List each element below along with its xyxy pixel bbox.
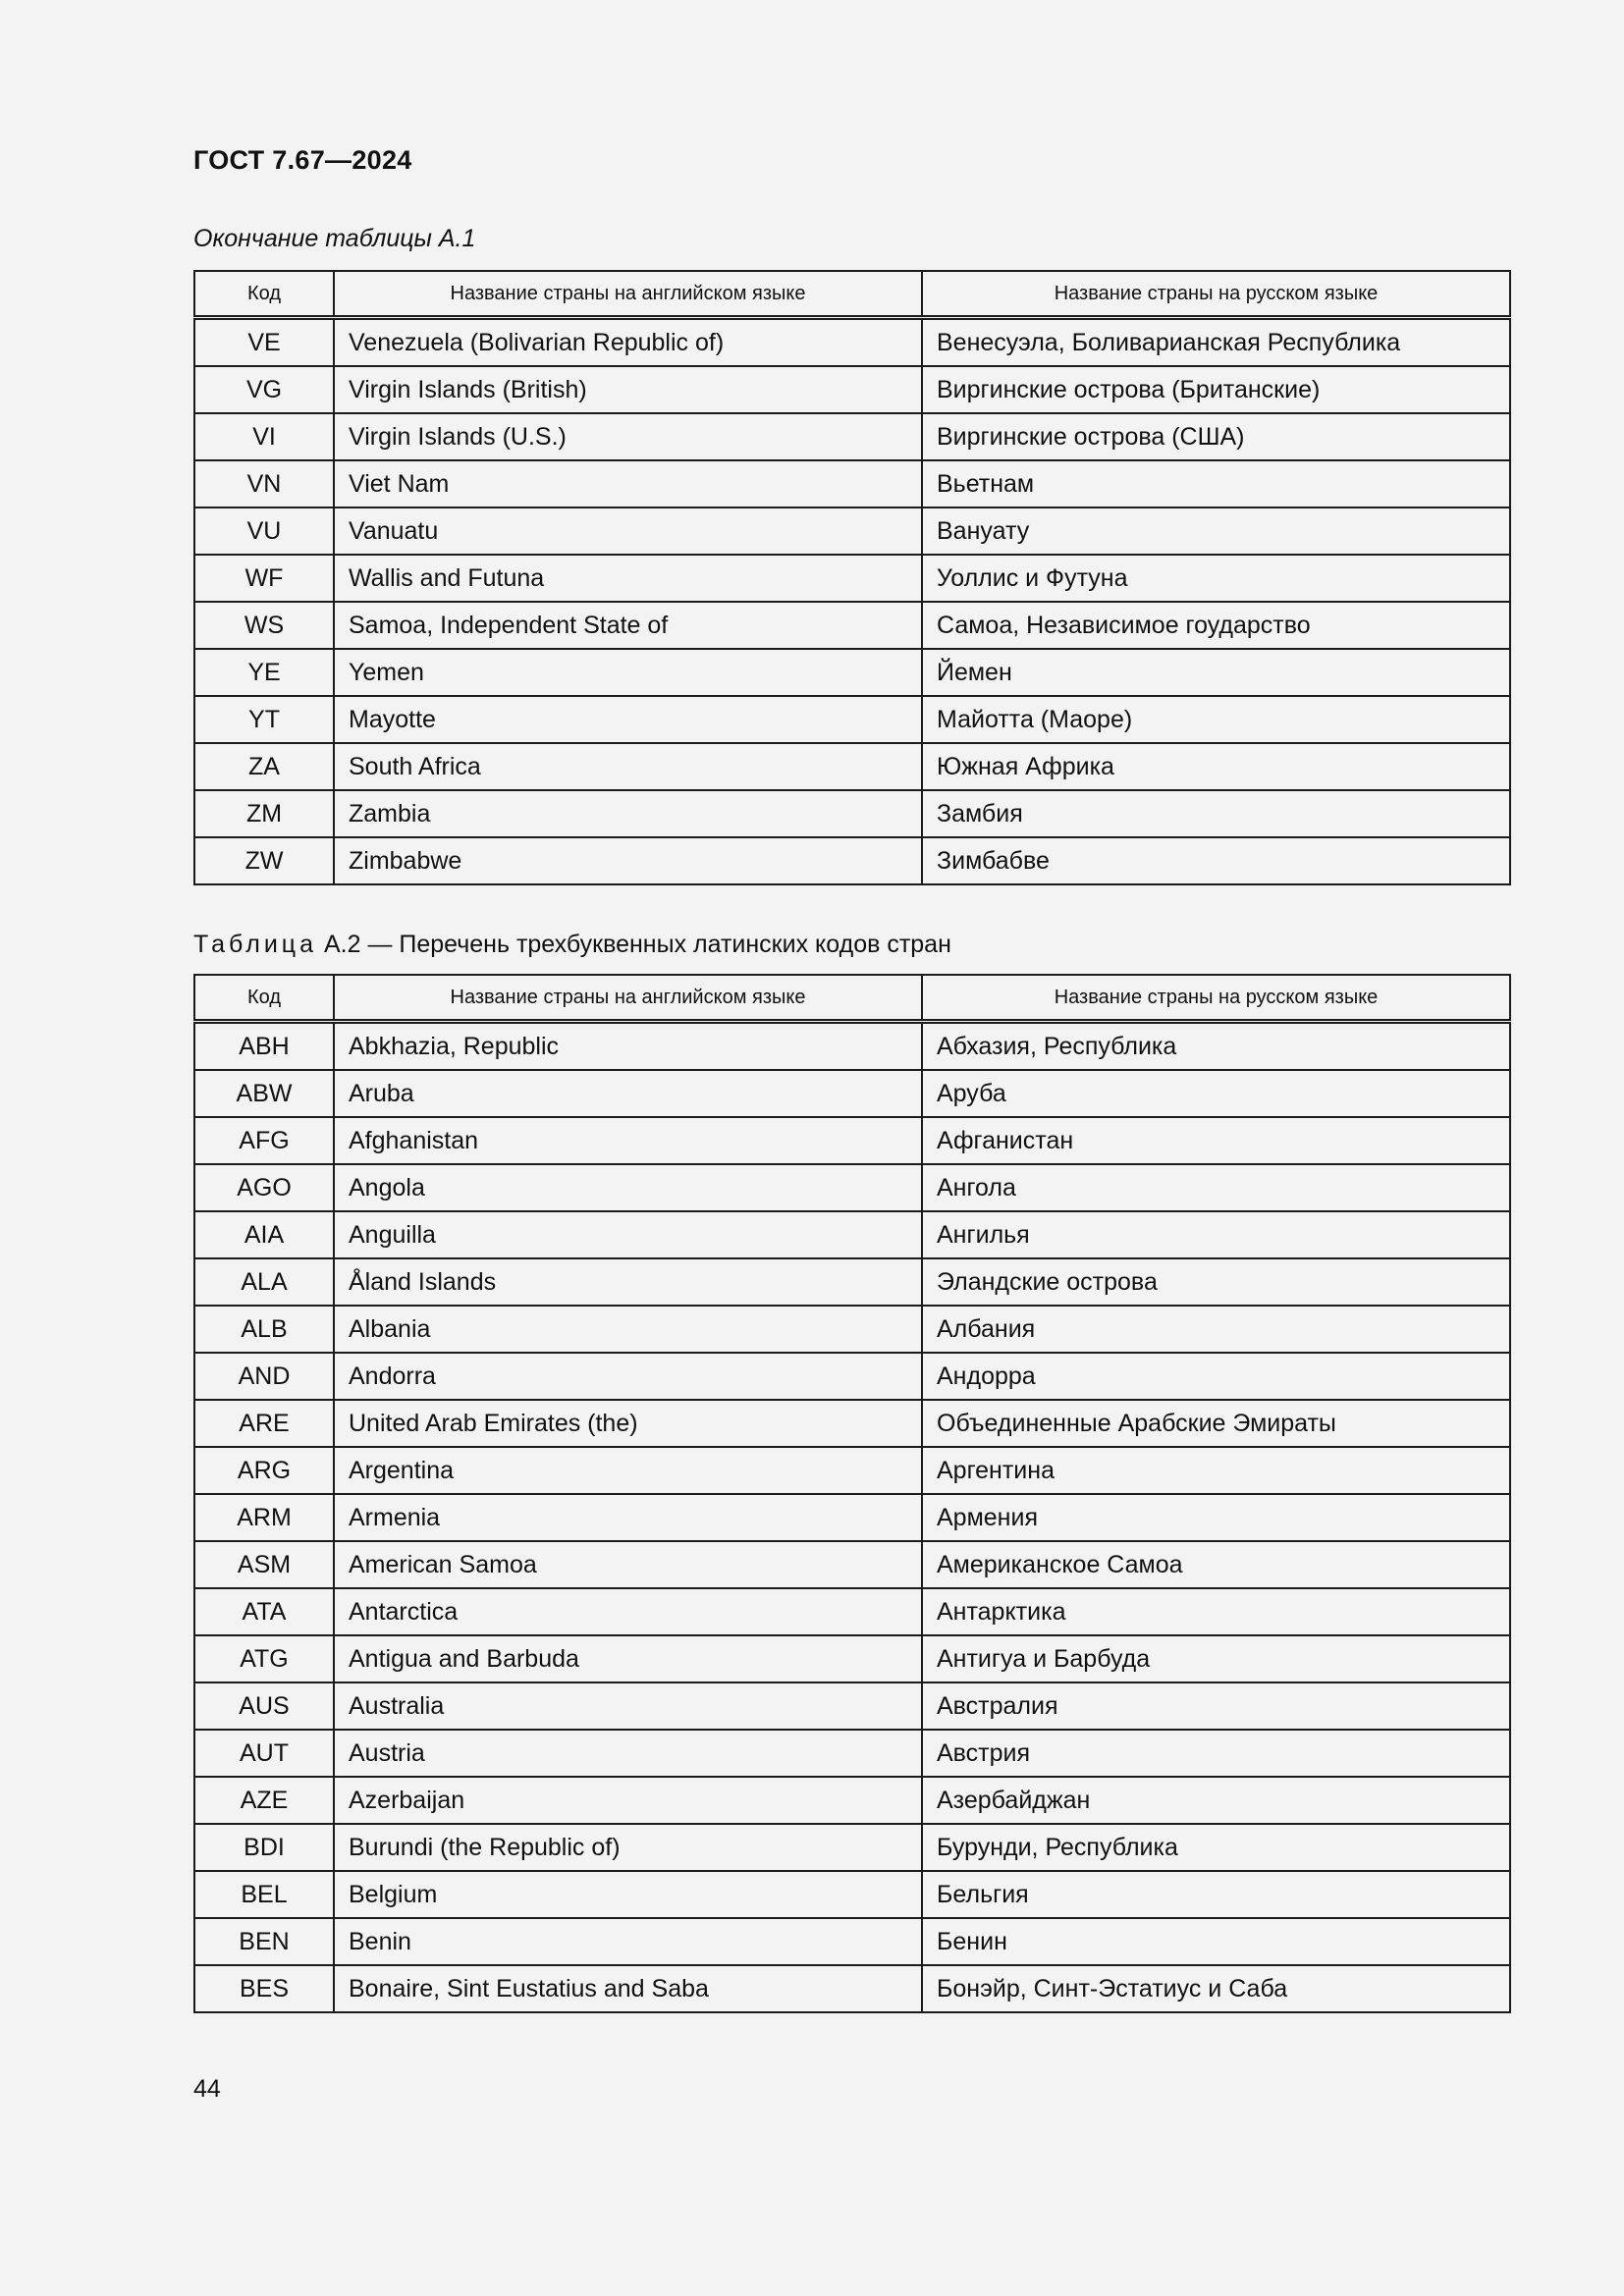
table-row: [194, 1306, 1510, 1353]
table-a2-caption: [193, 931, 951, 959]
table-row: [194, 1871, 1510, 1918]
country-code-cell: VE: [194, 318, 334, 367]
russian-name-cell: Майотта (Маоре): [922, 696, 1510, 743]
country-code-cell: AUS: [194, 1682, 334, 1730]
table-row: [194, 790, 1510, 837]
english-name-cell: Burundi (the Republic of): [334, 1824, 922, 1871]
russian-name-cell: Ангилья: [922, 1211, 1510, 1258]
table-row: [194, 1541, 1510, 1588]
table-row: [194, 743, 1510, 790]
table-row: [194, 1400, 1510, 1447]
english-name-cell: Åland Islands: [334, 1258, 922, 1306]
country-code-cell: ABW: [194, 1070, 334, 1117]
table-row: [194, 1211, 1510, 1258]
table-row: [194, 1070, 1510, 1117]
english-name-cell: Armenia: [334, 1494, 922, 1541]
column-header-russian-name: Название страны на русском языке: [922, 271, 1510, 318]
table-row: [194, 1447, 1510, 1494]
country-code-cell: ALB: [194, 1306, 334, 1353]
table-row: [194, 1965, 1510, 2012]
country-code-cell: BEL: [194, 1871, 334, 1918]
country-code-cell: ARE: [194, 1400, 334, 1447]
russian-name-cell: Вьетнам: [922, 460, 1510, 507]
table-row: [194, 1730, 1510, 1777]
table-a1-header-row: [194, 271, 1510, 318]
russian-name-cell: Аргентина: [922, 1447, 1510, 1494]
russian-name-cell: Виргинские острова (США): [922, 413, 1510, 460]
table-a2: [193, 974, 1511, 2013]
country-code-cell: BDI: [194, 1824, 334, 1871]
table-a1-caption: Окончание таблицы А.1: [193, 225, 476, 252]
country-code-cell: YE: [194, 649, 334, 696]
english-name-cell: Benin: [334, 1918, 922, 1965]
russian-name-cell: Южная Африка: [922, 743, 1510, 790]
russian-name-cell: Уоллис и Футуна: [922, 555, 1510, 602]
table-row: [194, 1258, 1510, 1306]
country-code-cell: WS: [194, 602, 334, 649]
table-row: [194, 1777, 1510, 1824]
russian-name-cell: Йемен: [922, 649, 1510, 696]
english-name-cell: Anguilla: [334, 1211, 922, 1258]
english-name-cell: American Samoa: [334, 1541, 922, 1588]
russian-name-cell: Эландские острова: [922, 1258, 1510, 1306]
country-code-cell: ZW: [194, 837, 334, 884]
english-name-cell: Vanuatu: [334, 507, 922, 555]
table-a2-body: [194, 1022, 1510, 2013]
country-code-cell: VI: [194, 413, 334, 460]
russian-name-cell: Замбия: [922, 790, 1510, 837]
country-code-cell: ALA: [194, 1258, 334, 1306]
russian-name-cell: Австралия: [922, 1682, 1510, 1730]
column-header-english-name: Название страны на английском языке: [334, 975, 922, 1022]
table-a2-caption-text: А.2 — Перечень трехбуквенных латинских кодов стран: [323, 931, 951, 958]
russian-name-cell: Зимбабве: [922, 837, 1510, 884]
country-code-cell: YT: [194, 696, 334, 743]
english-name-cell: Mayotte: [334, 696, 922, 743]
page-number: 44: [193, 2075, 221, 2103]
english-name-cell: Bonaire, Sint Eustatius and Saba: [334, 1965, 922, 2012]
english-name-cell: Virgin Islands (U.S.): [334, 413, 922, 460]
column-header-english-name: Название страны на английском языке: [334, 271, 922, 318]
country-code-cell: WF: [194, 555, 334, 602]
country-code-cell: ARM: [194, 1494, 334, 1541]
russian-name-cell: Бенин: [922, 1918, 1510, 1965]
table-row: [194, 366, 1510, 413]
page-header-standard: ГОСТ 7.67—2024: [193, 145, 412, 175]
table-a2-header-row: [194, 975, 1510, 1022]
english-name-cell: South Africa: [334, 743, 922, 790]
russian-name-cell: Албания: [922, 1306, 1510, 1353]
russian-name-cell: Виргинские острова (Британские): [922, 366, 1510, 413]
russian-name-cell: Аруба: [922, 1070, 1510, 1117]
table-row: [194, 1022, 1510, 1071]
country-code-cell: ZA: [194, 743, 334, 790]
country-code-cell: AUT: [194, 1730, 334, 1777]
country-code-cell: VG: [194, 366, 334, 413]
english-name-cell: Zambia: [334, 790, 922, 837]
english-name-cell: Antarctica: [334, 1588, 922, 1635]
russian-name-cell: Бурунди, Республика: [922, 1824, 1510, 1871]
table-row: [194, 1494, 1510, 1541]
russian-name-cell: Армения: [922, 1494, 1510, 1541]
table-row: [194, 1824, 1510, 1871]
english-name-cell: Australia: [334, 1682, 922, 1730]
country-code-cell: ATA: [194, 1588, 334, 1635]
country-code-cell: ASM: [194, 1541, 334, 1588]
country-code-cell: ARG: [194, 1447, 334, 1494]
country-code-cell: AFG: [194, 1117, 334, 1164]
english-name-cell: Belgium: [334, 1871, 922, 1918]
russian-name-cell: Ангола: [922, 1164, 1510, 1211]
russian-name-cell: Венесуэла, Боливарианская Республика: [922, 318, 1510, 367]
column-header-code: Код: [194, 271, 334, 318]
russian-name-cell: Австрия: [922, 1730, 1510, 1777]
russian-name-cell: Абхазия, Республика: [922, 1022, 1510, 1071]
country-code-cell: ABH: [194, 1022, 334, 1071]
english-name-cell: Venezuela (Bolivarian Republic of): [334, 318, 922, 367]
english-name-cell: Viet Nam: [334, 460, 922, 507]
english-name-cell: Angola: [334, 1164, 922, 1211]
english-name-cell: Virgin Islands (British): [334, 366, 922, 413]
country-code-cell: ZM: [194, 790, 334, 837]
russian-name-cell: Американское Самоа: [922, 1541, 1510, 1588]
russian-name-cell: Азербайджан: [922, 1777, 1510, 1824]
english-name-cell: Afghanistan: [334, 1117, 922, 1164]
english-name-cell: Andorra: [334, 1353, 922, 1400]
country-code-cell: VU: [194, 507, 334, 555]
table-a1: [193, 270, 1511, 885]
table-row: [194, 1918, 1510, 1965]
english-name-cell: Aruba: [334, 1070, 922, 1117]
russian-name-cell: Вануату: [922, 507, 1510, 555]
english-name-cell: United Arab Emirates (the): [334, 1400, 922, 1447]
russian-name-cell: Бонэйр, Синт-Эстатиус и Саба: [922, 1965, 1510, 2012]
column-header-russian-name: Название страны на русском языке: [922, 975, 1510, 1022]
table-a2-caption-prefix: Таблица: [193, 931, 318, 958]
russian-name-cell: Антарктика: [922, 1588, 1510, 1635]
table-row: [194, 318, 1510, 367]
english-name-cell: Yemen: [334, 649, 922, 696]
table-row: [194, 507, 1510, 555]
english-name-cell: Abkhazia, Republic: [334, 1022, 922, 1071]
table-row: [194, 1164, 1510, 1211]
table-a1-body: [194, 318, 1510, 885]
english-name-cell: Wallis and Futuna: [334, 555, 922, 602]
english-name-cell: Austria: [334, 1730, 922, 1777]
russian-name-cell: Андорра: [922, 1353, 1510, 1400]
column-header-code: Код: [194, 975, 334, 1022]
table-row: [194, 1588, 1510, 1635]
russian-name-cell: Бельгия: [922, 1871, 1510, 1918]
table-row: [194, 649, 1510, 696]
english-name-cell: Azerbaijan: [334, 1777, 922, 1824]
russian-name-cell: Антигуа и Барбуда: [922, 1635, 1510, 1682]
table-row: [194, 602, 1510, 649]
country-code-cell: BES: [194, 1965, 334, 2012]
table-row: [194, 460, 1510, 507]
table-row: [194, 1682, 1510, 1730]
country-code-cell: AGO: [194, 1164, 334, 1211]
country-code-cell: AIA: [194, 1211, 334, 1258]
table-row: [194, 1635, 1510, 1682]
country-code-cell: BEN: [194, 1918, 334, 1965]
country-code-cell: VN: [194, 460, 334, 507]
english-name-cell: Zimbabwe: [334, 837, 922, 884]
table-row: [194, 837, 1510, 884]
russian-name-cell: Самоа, Независимое гоударство: [922, 602, 1510, 649]
country-code-cell: ATG: [194, 1635, 334, 1682]
english-name-cell: Albania: [334, 1306, 922, 1353]
russian-name-cell: Объединенные Арабские Эмираты: [922, 1400, 1510, 1447]
table-row: [194, 555, 1510, 602]
russian-name-cell: Афганистан: [922, 1117, 1510, 1164]
english-name-cell: Argentina: [334, 1447, 922, 1494]
table-row: [194, 696, 1510, 743]
country-code-cell: AZE: [194, 1777, 334, 1824]
english-name-cell: Samoa, Independent State of: [334, 602, 922, 649]
table-row: [194, 1117, 1510, 1164]
country-code-cell: AND: [194, 1353, 334, 1400]
table-row: [194, 413, 1510, 460]
table-row: [194, 1353, 1510, 1400]
english-name-cell: Antigua and Barbuda: [334, 1635, 922, 1682]
